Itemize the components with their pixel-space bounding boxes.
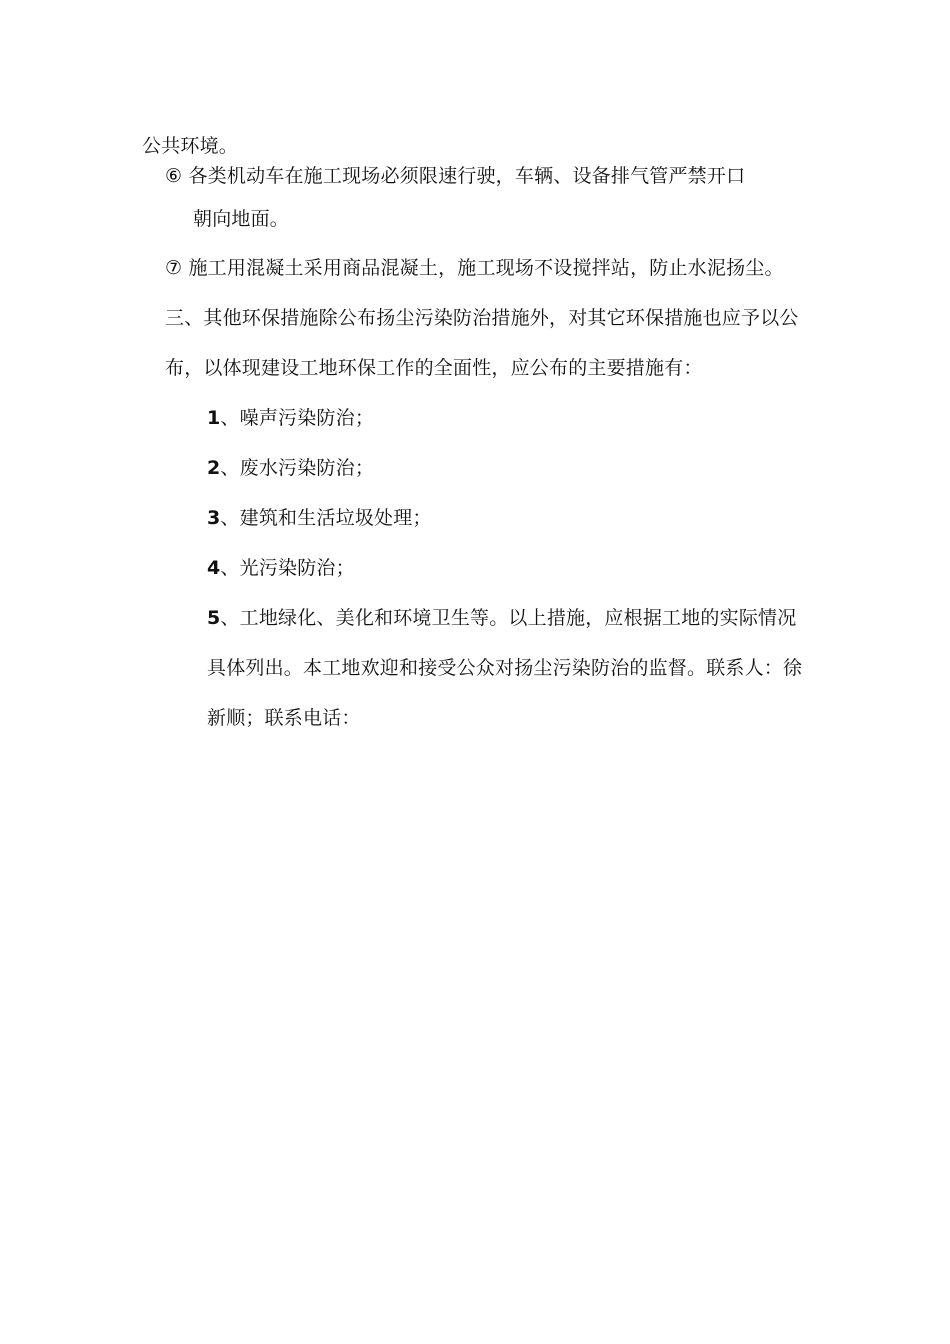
text-line: 新顺；联系电话：: [207, 707, 361, 729]
list-text: 、建筑和生活垃圾处理；: [220, 507, 432, 529]
list-text: 、光污染防治；: [220, 557, 355, 579]
list-number: 1: [207, 407, 221, 429]
text-line: 公共环境。: [142, 135, 239, 157]
text-line: 三、其他环保措施除公布扬尘污染防治措施外，对其它环保措施也应予以公: [165, 307, 799, 329]
list-text: 、噪声污染防治；: [220, 407, 375, 429]
list-item: [207, 606, 796, 630]
list-number: 4: [207, 557, 221, 579]
list-item: [207, 556, 355, 580]
text-line: 布，以体现建设工地环保工作的全面性，应公布的主要措施有：: [165, 357, 703, 379]
text-line: ⑦ 施工用混凝土采用商品混凝土，施工现场不设搅拌站，防止水泥扬尘。: [165, 257, 784, 279]
text-line: 朝向地面。: [193, 208, 290, 230]
text-line: ⑥ 各类机动车在施工现场必须限速行驶，车辆、设备排气管严禁开口: [165, 165, 746, 187]
list-item: [207, 506, 432, 530]
list-number: 3: [207, 507, 221, 529]
list-number: 2: [207, 457, 221, 479]
list-number: 5: [207, 607, 221, 629]
list-text: 、工地绿化、美化和环境卫生等。以上措施，应根据工地的实际情况: [220, 607, 797, 629]
list-text: 、废水污染防治；: [220, 457, 375, 479]
list-item: [207, 406, 374, 430]
text-line: 具体列出。本工地欢迎和接受公众对扬尘污染防治的监督。联系人：徐: [207, 657, 803, 679]
list-item: [207, 456, 374, 480]
